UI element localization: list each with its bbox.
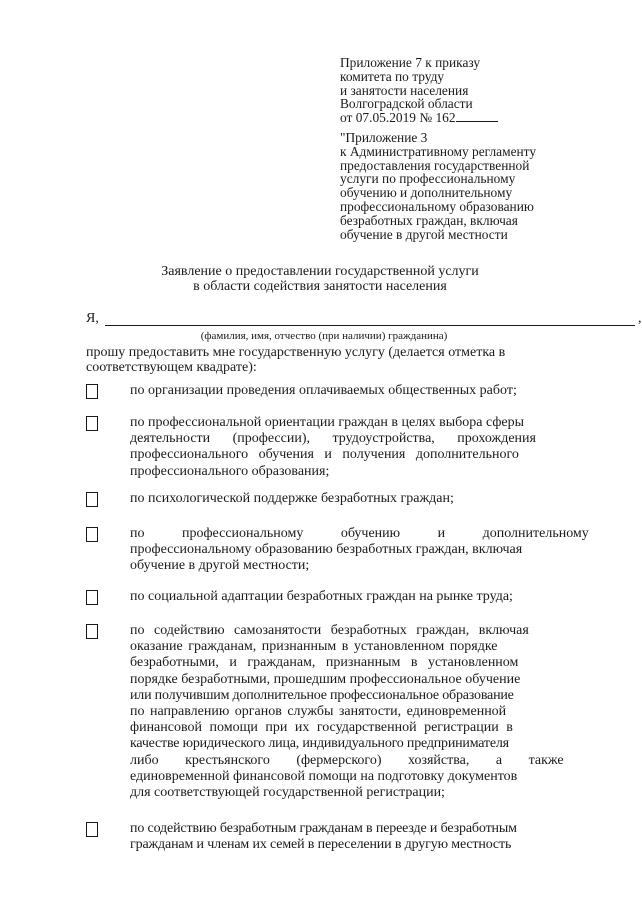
appendix-reg-line: профессиональному образованию — [340, 198, 534, 214]
option-line: либо крестьянского (фермерского) хозяйства, а также — [130, 752, 564, 768]
option-text — [130, 589, 558, 605]
applicant-name-hint: (фамилия, имя, отчество (при наличии) гражданина) — [200, 330, 448, 342]
option-line: профессионального образования; — [130, 463, 330, 479]
option-text — [130, 821, 558, 853]
intro-line: прошу предоставить мне государственную услугу (делается отметка в — [86, 345, 506, 360]
option-line: по направлению органов службы занятости, единовременной — [130, 704, 507, 720]
applicant-name-field[interactable] — [86, 309, 642, 327]
title-line: Заявление о предоставлении государственной услуги — [161, 264, 479, 279]
appendix-reg-line: предоставления государственной — [340, 157, 530, 173]
option-line: по содействию безработным гражданам в переезде и безработным — [130, 821, 517, 836]
option-line: по социальной адаптации безработных граждан на рынке труда; — [130, 589, 513, 604]
option-line: качестве юридического лица, индивидуального предпринимателя — [130, 736, 509, 752]
option-line: безработными, и гражданам, признанным в установленном — [130, 655, 519, 671]
appendix-order-line: комитета по труду — [340, 68, 445, 84]
option-checkbox[interactable] — [86, 492, 98, 507]
option-line: для соответствующей государственной регистрации; — [130, 785, 445, 801]
option-line: профессионального обучения и получения дополнительного — [130, 447, 519, 463]
appendix-reg-line: к Административному регламенту — [340, 143, 537, 159]
option-line: профессиональному образованию безработных граждан, включая — [130, 542, 523, 558]
appendix-order-date-line — [340, 111, 570, 125]
document-title — [0, 265, 640, 294]
option-line: по содействию самозанятости безработных граждан, включая — [130, 623, 529, 638]
appendix-order-line: Приложение 7 к приказу — [340, 55, 481, 70]
title-line: в области содействия занятости населения — [193, 278, 447, 294]
option-text — [130, 491, 558, 507]
appendix-order-date: от 07.05.2019 № 162 — [340, 110, 456, 126]
option-line: деятельности (профессии), трудоустройства, прохождения — [130, 431, 536, 447]
applicant-prefix: Я, — [86, 311, 99, 326]
appendix-reg-line: "Приложение 3 — [340, 130, 428, 145]
applicant-suffix: , — [638, 311, 642, 326]
option-line: гражданам и членам их семей в переселении в другую местность — [130, 837, 512, 853]
order-number-blank — [456, 111, 498, 122]
appendix-reg-line: обучение в другой местности — [340, 226, 508, 242]
option-line: обучение в другой местности; — [130, 558, 310, 574]
option-line: по профессиональному обучению и дополнительному — [130, 526, 589, 541]
appendix-regulation-block — [340, 131, 570, 241]
option-checkbox[interactable] — [86, 527, 98, 542]
appendix-order-block — [340, 56, 570, 125]
request-intro — [86, 346, 562, 376]
option-line: финансовой помощи при их государственной регистрации в — [130, 720, 513, 736]
option-checkbox[interactable] — [86, 384, 98, 399]
option-line: по организации проведения оплачиваемых общественных работ; — [130, 383, 517, 398]
appendix-order-line: и занятости населения — [340, 82, 469, 98]
option-line: единовременной финансовой помощи на подготовку документов — [130, 768, 518, 784]
applicant-name-underline[interactable] — [105, 325, 635, 326]
option-line: по психологической поддержке безработных граждан; — [130, 491, 454, 506]
option-text — [130, 526, 589, 575]
option-line: оказание гражданам, признанным в установленном порядке — [130, 639, 498, 655]
option-line: или получившим дополнительное профессиональное образование — [130, 687, 514, 703]
appendix-order-line: Волгоградской области — [340, 96, 473, 112]
option-text — [130, 623, 564, 801]
appendix-reg-line: безработных граждан, включая — [340, 212, 518, 228]
appendix-reg-line: услуги по профессиональному — [340, 171, 516, 187]
option-text — [130, 415, 558, 480]
option-checkbox[interactable] — [86, 822, 98, 837]
option-line: по профессиональной ориентации граждан в целях выбора сферы — [130, 415, 525, 430]
appendix-reg-line: обучению и дополнительному — [340, 185, 513, 201]
option-checkbox[interactable] — [86, 416, 98, 431]
option-line: порядке безработными, прошедшим профессиональное обучение — [130, 671, 521, 687]
option-text — [130, 383, 558, 399]
option-checkbox[interactable] — [86, 590, 98, 605]
intro-line: соответствующем квадрате): — [86, 359, 257, 375]
option-checkbox[interactable] — [86, 624, 98, 639]
